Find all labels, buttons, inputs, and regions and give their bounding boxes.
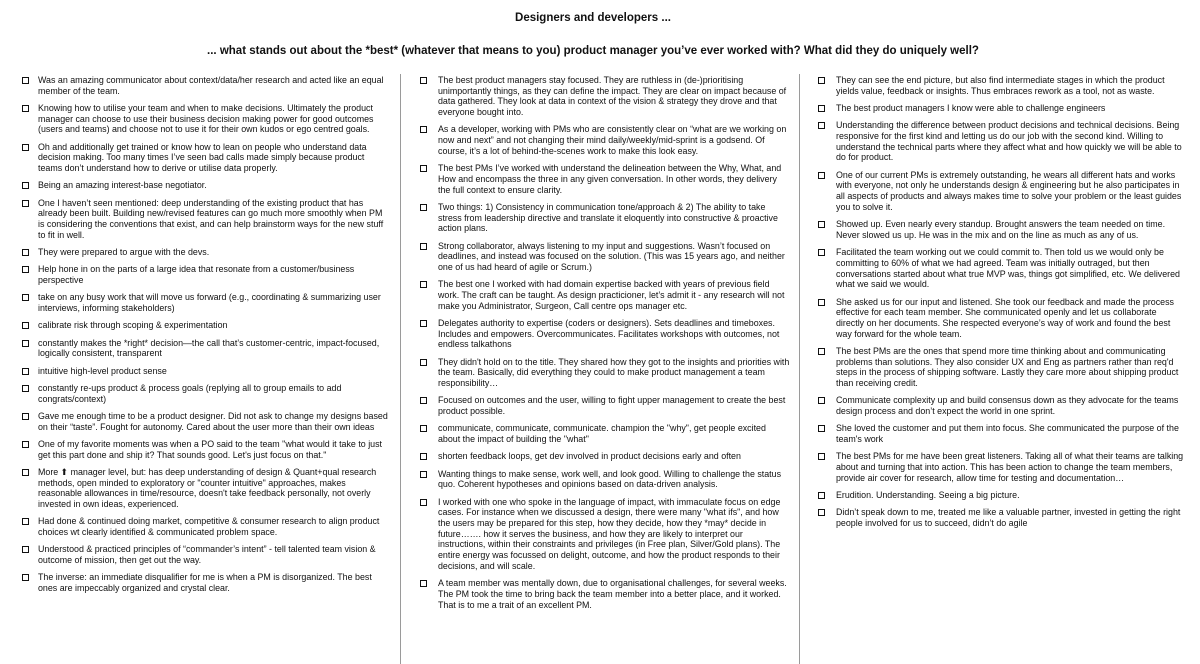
bullet-list [818, 75, 1186, 529]
list-item [420, 578, 790, 610]
list-item [22, 467, 390, 510]
list-item [22, 383, 390, 404]
list-item-text: Strong collaborator, always listening to my input and suggestions. Wasn’t focused on deadlines, and instead was focused on the solution. (This was 15 years ago, and neither one of us had heard of agile or Scrum.) [438, 240, 785, 272]
checkbox-bullet-icon [420, 281, 427, 288]
checkbox-bullet-icon [420, 165, 427, 172]
checkbox-bullet-icon [818, 397, 825, 404]
list-item-text: They can see the end picture, but also find intermediate stages in which the product yields value, feedback or insights. Thus embraces rework as a tool, not as waste. [836, 75, 1165, 96]
checkbox-bullet-icon [420, 77, 427, 84]
list-item [22, 180, 390, 191]
list-item-text: One I haven’t seen mentioned: deep understanding of the existing product that has already been built. Building new/revised features can go much more smoothly when PM is considering the conventions that exist, and can help brainstorm ways for the new stuff to fit in well. [38, 197, 384, 240]
list-item [22, 75, 390, 96]
list-item [818, 395, 1186, 416]
list-item [22, 366, 390, 377]
checkbox-bullet-icon [22, 413, 29, 420]
checkbox-bullet-icon [22, 385, 29, 392]
checkbox-bullet-icon [420, 204, 427, 211]
checkbox-bullet-icon [818, 105, 825, 112]
checkbox-bullet-icon [420, 243, 427, 250]
list-item-text: The best PMs for me have been great listeners. Taking all of what their teams are talking about and turning that into action. This has been action to change the team members, provide air cover for research, allow time for testing and documentation… [836, 451, 1184, 483]
list-item-text: Communicate complexity up and build consensus down as they advocate for the teams design process and don’t expect the world in one sprint. [836, 395, 1179, 417]
checkbox-bullet-icon [818, 509, 825, 516]
list-item [420, 451, 790, 462]
page-title: Designers and developers ... [515, 12, 671, 24]
list-item [420, 395, 790, 416]
list-item [818, 247, 1186, 290]
list-item-text: Was an amazing communicator about context/data/her research and acted like an equal member of the team. [38, 75, 384, 96]
checkbox-bullet-icon [22, 322, 29, 329]
list-item [420, 318, 790, 350]
list-item [22, 544, 390, 565]
checkbox-bullet-icon [420, 359, 427, 366]
list-item-text: Showed up. Even nearly every standup. Brought answers the team needed on time. Never slowed us up. He was in the mix and on the line as much as any of us. [836, 219, 1166, 240]
list-item-text: Wanting things to make sense, work well, and look good. Willing to challenge the status quo. Coherent hypotheses and opinions based on data-driven analysis. [438, 468, 782, 490]
checkbox-bullet-icon [22, 340, 29, 347]
list-item-text: Help hone in on the parts of a large idea that resonate from a customer/business perspective [38, 264, 355, 286]
list-item-text: constantly re-ups product & process goals (replying all to group emails to add congrats/context) [38, 383, 342, 404]
list-item-text: The best one I worked with had domain expertise backed with years of previous field work. The craft can be taught. As design practicioner, let’s admit it - any research will not make you Administrator, Surgeon, Call centre ops manager etc. [438, 279, 785, 311]
list-item-text: Understanding the difference between product decisions and technical decisions. Being responsive for the first kind and letting us do our job with the second kind. Willing to understand the technical parts where they affect what and how quickly we will be able to do for product. [836, 120, 1182, 163]
list-item-text: Erudition. Understanding. Seeing a big picture. [836, 490, 1020, 501]
list-item-text: The best product managers I know were able to challenge engineers [836, 103, 1106, 113]
list-item [420, 163, 790, 195]
list-item [818, 75, 1186, 96]
list-item-text: One of my favorite moments was when a PO said to the team "what would it take to just get this part done and ship it? That sounds good. Let's just focus on that." [38, 439, 383, 460]
column-1 [22, 75, 390, 664]
checkbox-bullet-icon [420, 126, 427, 133]
list-item [420, 423, 790, 444]
checkbox-bullet-icon [22, 200, 29, 207]
list-item [22, 292, 390, 313]
list-item-text: Didn’t speak down to me, treated me like a valuable partner, invested in getting the right people involved for us to succeed, didn’t do agile [836, 507, 1181, 529]
list-item [22, 338, 390, 359]
list-item-text: She loved the customer and put them into focus. She communicated the purpose of the team's work [836, 423, 1179, 445]
list-item-text: communicate, communicate, communicate. champion the "why", get people excited about the impact of building the "what" [438, 423, 766, 445]
list-item [420, 241, 790, 273]
column-2 [420, 75, 790, 664]
list-item-text: shorten feedback loops, get dev involved in product decisions early and often [438, 451, 741, 462]
checkbox-bullet-icon [818, 425, 825, 432]
list-item [818, 103, 1186, 114]
list-item-text: constantly makes the *right* decision—the call that’s customer-centric, impact-focused, logically consistent, transparent [38, 337, 380, 359]
list-item-text: Oh and additionally get trained or know how to lean on people who understand data decision making. Too many times I’ve seen bad calls made simply because product teams don’t understand how to derive or utilise data properly. [38, 141, 367, 174]
page-subtitle: ... what stands out about the *best* (whatever that means to you) product manager you’ve ever worked with? What did they do uniquely well? [207, 45, 979, 57]
list-item-text: Had done & continued doing market, competitive & consumer research to align product choices wt clearly identified & communicated problem space. [38, 516, 380, 538]
list-item [22, 198, 390, 241]
list-item [420, 497, 790, 572]
list-item [22, 142, 390, 174]
list-item [818, 490, 1186, 501]
list-item [22, 411, 390, 432]
list-item [818, 507, 1186, 528]
checkbox-bullet-icon [420, 471, 427, 478]
list-item-text: calibrate risk through scoping & experimentation [38, 320, 228, 331]
list-item [818, 451, 1186, 483]
checkbox-bullet-icon [22, 249, 29, 256]
list-item [818, 346, 1186, 389]
list-item [22, 572, 390, 593]
list-item [818, 170, 1186, 213]
checkbox-bullet-icon [818, 299, 825, 306]
list-item [420, 469, 790, 490]
column-3 [818, 75, 1186, 664]
checkbox-bullet-icon [22, 441, 29, 448]
checkbox-bullet-icon [818, 492, 825, 499]
list-item [22, 516, 390, 537]
column-divider [799, 74, 800, 664]
list-item [420, 124, 790, 156]
checkbox-bullet-icon [420, 425, 427, 432]
list-item [818, 120, 1186, 163]
list-item [22, 320, 390, 331]
list-item-text: Gave me enough time to be a product designer. Did not ask to change my designs based on their “taste”. Fought for autonomy. Cared about the user more than their own ideas [38, 411, 388, 432]
checkbox-bullet-icon [818, 122, 825, 129]
checkbox-bullet-icon [420, 499, 427, 506]
list-item-text: As a developer, working with PMs who are consistently clear on “what are we working on now and next” and not changing their mind daily/weekly/mid-sprint is a godsend. Of course, it’s a lot of behind-the-scenes work to make this look easy. [438, 124, 787, 156]
list-item [818, 219, 1186, 240]
list-item-text: The inverse: an immediate disqualifier for me is when a PM is disorganized. The best ones are impeccably organized and crystal clear. [38, 572, 372, 594]
checkbox-bullet-icon [420, 453, 427, 460]
checkbox-bullet-icon [22, 368, 29, 375]
checkbox-bullet-icon [818, 172, 825, 179]
checkbox-bullet-icon [22, 77, 29, 84]
list-item-text: Two things: 1) Consistency in communication tone/approach & 2) The ability to take stress from leadership directive and translate it eloquently into constructive & proactive action plans. [438, 201, 778, 234]
column-divider [400, 74, 401, 664]
list-item-text: Understood & practiced principles of “commander’s intent” - tell talented team vision & outcome of mission, then get out the way. [38, 544, 376, 566]
list-item [22, 439, 390, 460]
list-item-text: They were prepared to argue with the devs. [38, 247, 210, 258]
bullet-list [420, 75, 790, 610]
list-item [420, 279, 790, 311]
list-item-text: Facilitated the team working out we could commit to. Then told us we would only be committing to 60% of what we had agreed. Team was initially outraged, but then conversations started about what true MVP was, things got simplified, etc. We delivered what we said we would. [836, 247, 1180, 290]
list-item [22, 264, 390, 285]
list-item [22, 247, 390, 258]
checkbox-bullet-icon [22, 182, 29, 189]
list-item [420, 75, 790, 118]
list-item-text: take on any busy work that will move us forward (e.g., coordinating & summarizing user interviews, informing stakeholders) [38, 292, 381, 314]
list-item-text: One of our current PMs is extremely outstanding, he wears all different hats and works with everyone, not only he understands design & engineering but he also participates in all aspects of products and always makes time to solve your problem or the least guides you to solve it. [836, 169, 1182, 212]
checkbox-bullet-icon [818, 221, 825, 228]
checkbox-bullet-icon [22, 144, 29, 151]
checkbox-bullet-icon [22, 546, 29, 553]
list-item [22, 103, 390, 135]
list-item-text: Delegates authority to expertise (coders or designers). Sets deadlines and timeboxes. Includes and empowers. Overcommunicates. Facilitates workshops with outcomes, not endless talkathons [438, 317, 780, 350]
list-item [818, 297, 1186, 340]
list-item [420, 202, 790, 234]
list-item-text: The best PMs I’ve worked with understand the delineation between the Why, What, and How and encompass the three in any given conversation. In other words, they delivery the full context to ensure clarity. [438, 163, 782, 195]
list-item-text: I worked with one who spoke in the language of impact, with immaculate focus on edge cases. For instance when we discussed a design, there were many "what ifs", and how the users may be prepared for this step, how they decide, how they *may* decide in future……. how it serves the business, and how they are likely to interpret our instructions, within their constraints and privileges (in Free plan, Silver/Gold plans). The entire energy was focussed on delight, outcome, and how the product responds to their decisions, and will scale. [438, 496, 781, 571]
list-item-text: She asked us for our input and listened. She took our feedback and made the process effective for each team member. She communicated openly and let us collaborate directly on her documents. She respected everyone’s way of work and found the best way forward for the whole team. [836, 296, 1174, 339]
list-item-text: Focused on outcomes and the user, willing to fight upper management to create the best product possible. [438, 395, 786, 417]
list-item-text: The best product managers stay focused. They are ruthless in (de-)prioritising unimportantly things, as they can define the impact. They are clear on impact because of data gathered. They look at data in context of the vision & strategy they drove and that everyone bought into. [438, 75, 787, 118]
bullet-list [22, 75, 390, 594]
list-item-text: More ⬆ manager level, but: has deep understanding of design & Quant+qual research methods, open minded to exploratory or "counter intuitive" approaches, makes reasonable allowances in time/resource, doesn't take feedback personally, not overly invested in own ideas, experienced. [38, 467, 377, 510]
list-item-text: Being an amazing interest-base negotiator. [38, 180, 207, 191]
checkbox-bullet-icon [22, 574, 29, 581]
list-item-text: Knowing how to utilise your team and when to make decisions. Ultimately the product manager can choose to use their business decision making power for good outcomes (users and teams) and choose not to use it for their own kudos or ego centred goals. [38, 103, 374, 135]
list-item-text: The best PMs are the ones that spend more time thinking about and communicating problems than solutions. They also consider UX and Eng as partners rather than req'd steps in the process of shipping software. Lastly they care more about shipping product than receiving credit. [836, 345, 1179, 389]
checkbox-bullet-icon [22, 105, 29, 112]
list-item-text: They didn't hold on to the title. They shared how they got to the insights and priorities with the team. Basically, did everything they could to make product management a team responsibility… [438, 356, 790, 389]
checkbox-bullet-icon [420, 580, 427, 587]
checkbox-bullet-icon [420, 320, 427, 327]
checkbox-bullet-icon [22, 266, 29, 273]
checkbox-bullet-icon [22, 518, 29, 525]
list-item-text: intuitive high-level product sense [38, 365, 167, 376]
checkbox-bullet-icon [818, 348, 825, 355]
checkbox-bullet-icon [818, 249, 825, 256]
checkbox-bullet-icon [420, 397, 427, 404]
checkbox-bullet-icon [22, 469, 29, 476]
list-item [420, 357, 790, 389]
list-item [818, 423, 1186, 444]
checkbox-bullet-icon [818, 453, 825, 460]
checkbox-bullet-icon [22, 294, 29, 301]
checkbox-bullet-icon [818, 77, 825, 84]
list-item-text: A team member was mentally down, due to organisational challenges, for several weeks. The PM took the time to bring back the team member into a better place, and it worked. That is to me a trait of an excellent PM. [438, 578, 787, 610]
